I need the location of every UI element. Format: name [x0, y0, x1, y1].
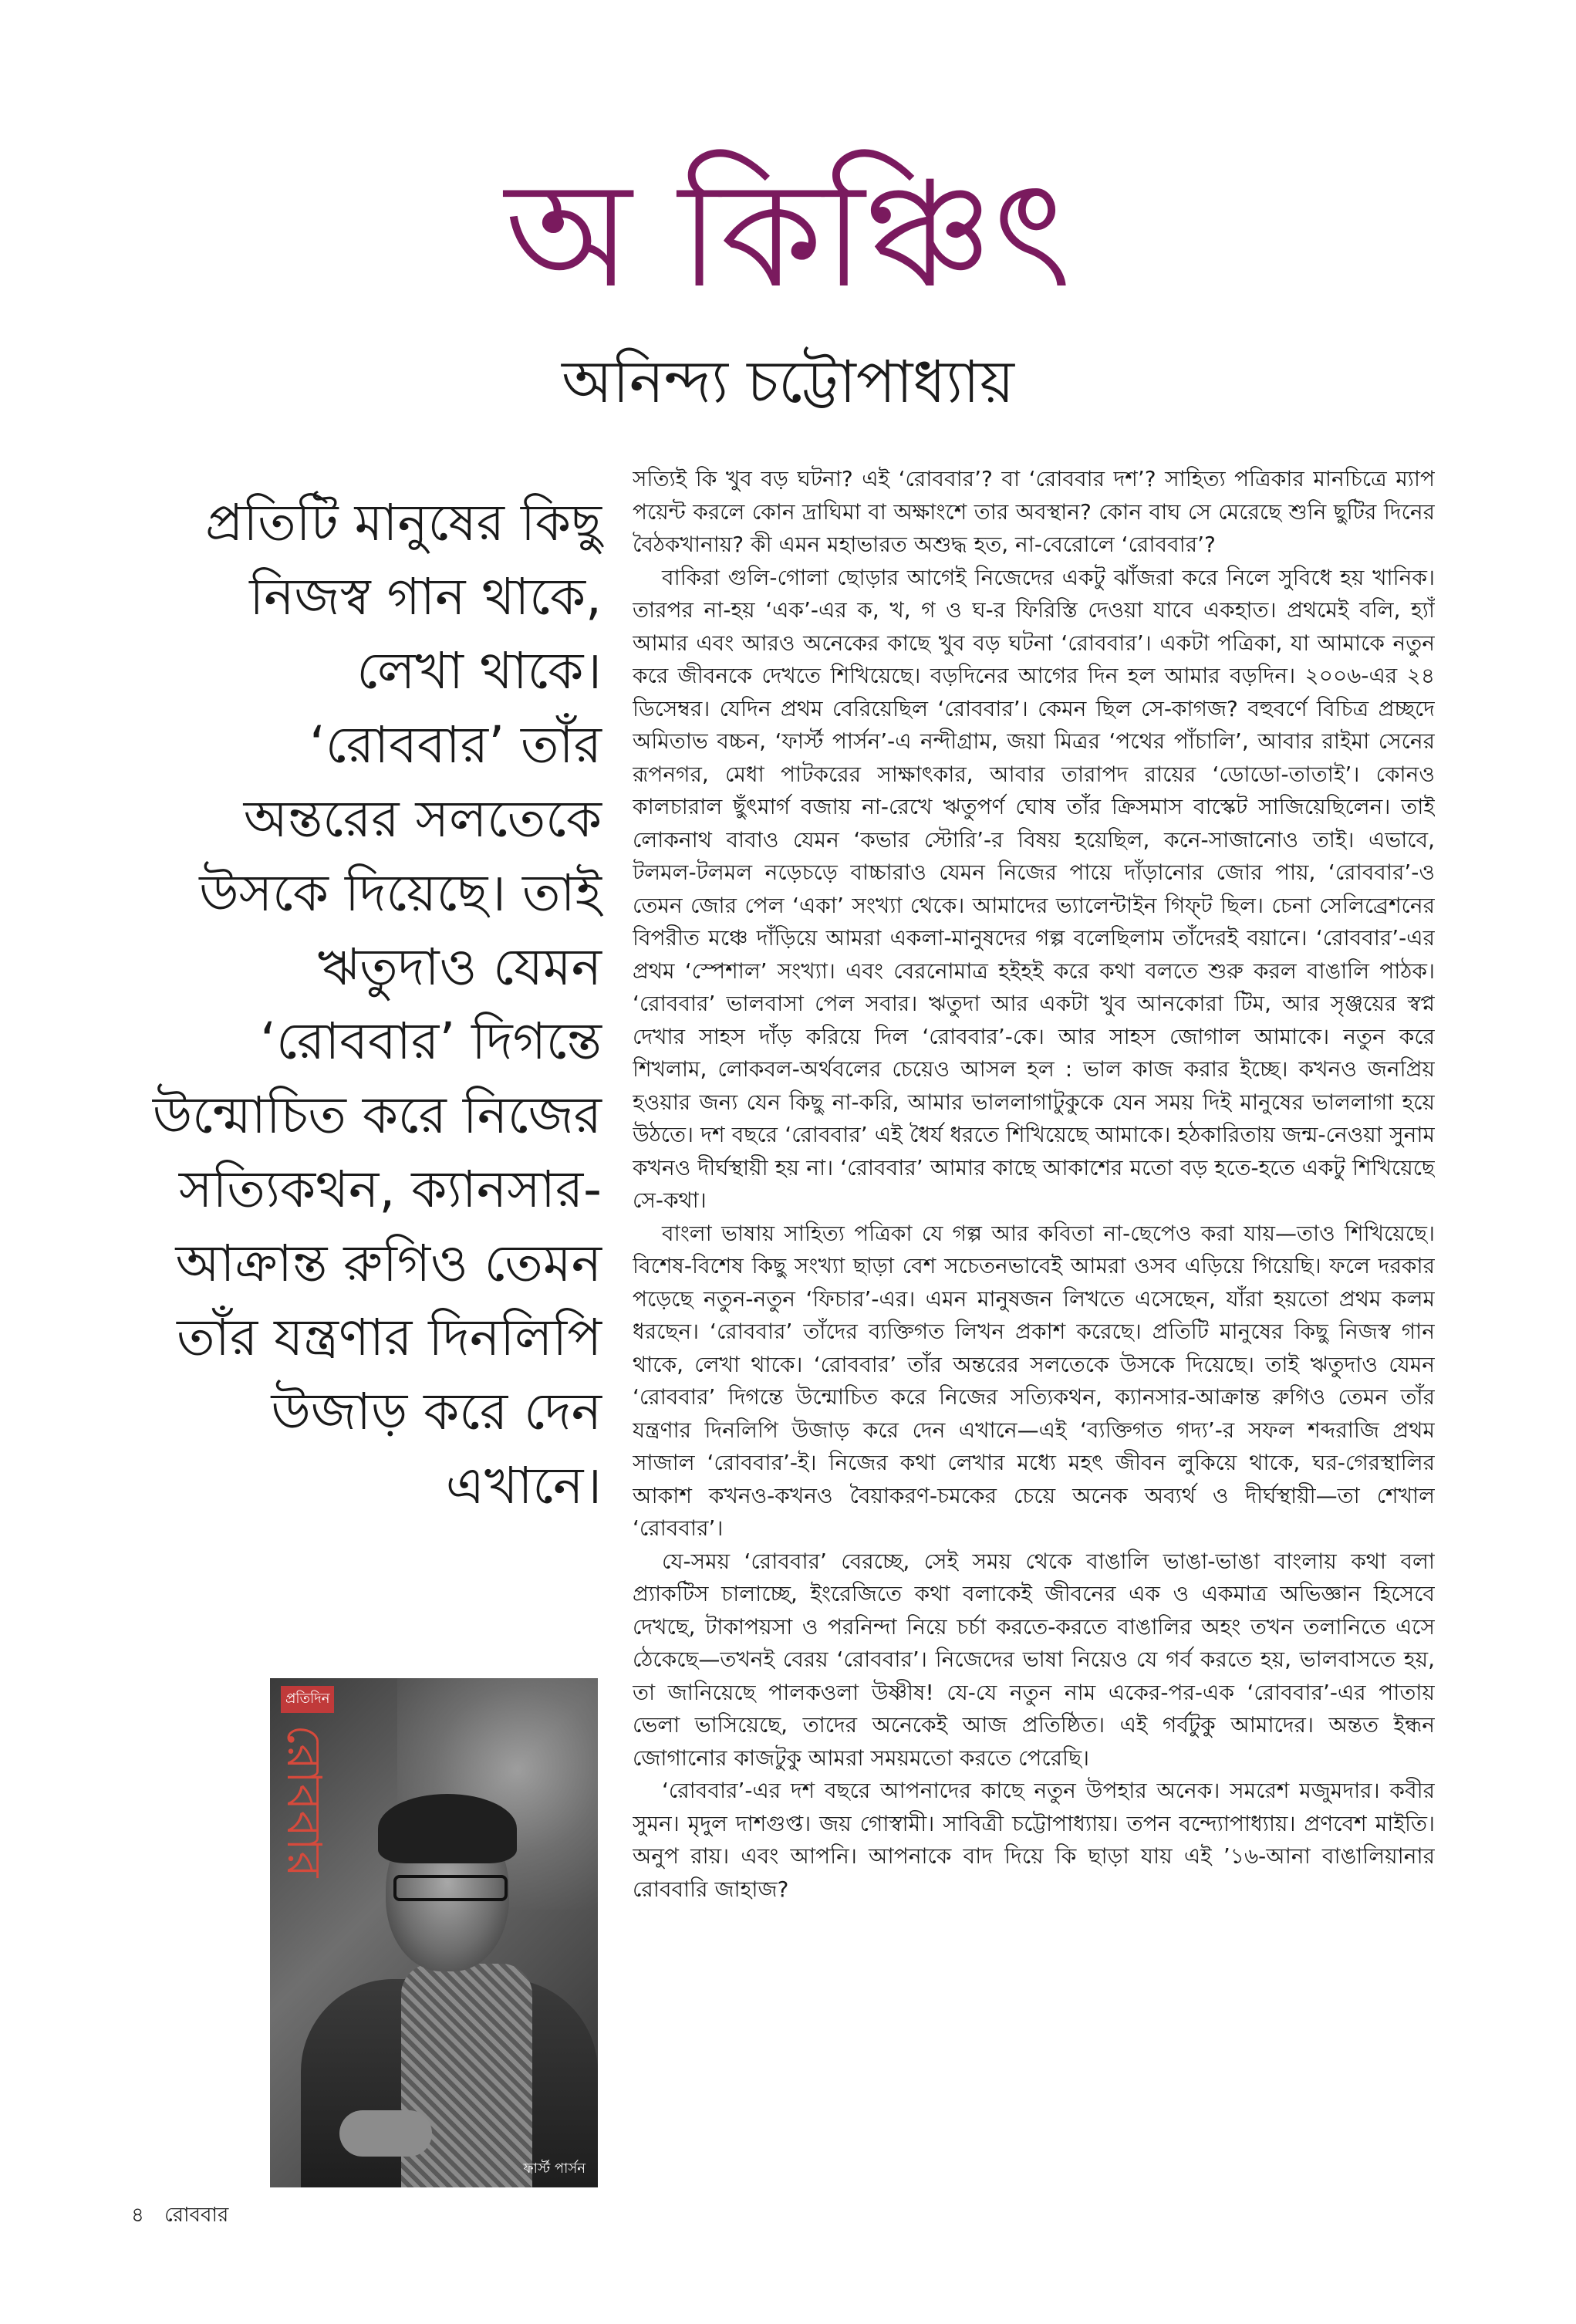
- body-paragraph: সত্যিই কি খুব বড় ঘটনা? এই ‘রোববার’? বা ‘রোববার দশ’? সাহিত্য পত্রিকার মানচিত্রে ম্যাপ পয়েন্ট করলে কোন দ্রাঘিমা বা অক্ষাংশে তার অবস্থান? কোন বাঘ সে মেরেছে শুনি ছুটির দিনের বৈঠকখানায়? কী এমন মহাভারত অশুদ্ধ হত, না-বেরোলে ‘রোববার’?: [633, 466, 1435, 557]
- cover-caption: ফার্স্ট পার্সন: [523, 2160, 586, 2177]
- body-paragraph: যে-সময় ‘রোববার’ বেরচ্ছে, সেই সময় থেকে বাঙালি ভাঙা-ভাঙা বাংলায় কথা বলা প্র্যাকটিস চালাচ্ছে, ইংরেজিতে কথা বলাকেই জীবনের এক ও একমাত্র অভিজ্ঞান হিসেবে দেখছে, টাকাপয়সা ও পরনিন্দা নিয়ে চর্চা করতে-করতে বাঙালির অহং তখন তলানিতে এসে ঠেকেছে—তখনই বেরয় ‘রোববার’। নিজেদের ভাষা নিয়েও যে গর্ব করতে হয়, ভালবাসতে হয়, তা জানিয়েছে পালকওলা উষ্ণীষ! যে-যে নতুন নাম একের-পর-এক ‘রোববার’-এর পাতায় ভেলা ভাসিয়েছে, তাদের অনেকেই আজ প্রতিষ্ঠিত। এই গর্বটুকু আমাদের। অন্তত ইন্ধন জোগানোর কাজটুকু আমরা সময়মতো করতে পেরেছি।: [633, 1548, 1435, 1771]
- publication-name: রোববার: [164, 2204, 229, 2227]
- cover-figure-hair: [378, 1794, 517, 1863]
- body-paragraph: ‘রোববার’-এর দশ বছরে আপনাদের কাছে নতুন উপহার অনেক। সমরেশ মজুমদার। কবীর সুমন। মৃদুল দাশগুপ্ত। জয় গোস্বামী। সাবিত্রী চট্টোপাধ্যায়। তপন বন্দ্যোপাধ্যায়। প্রণবেশ মাইতি। অনুপ রায়। এবং আপনি। আপনাকে বাদ দিয়ে কি ছাড়া যায় এই ’১৬-আনা বাঙালিয়ানার রোববারি জাহাজ?: [633, 1778, 1435, 1902]
- author-byline: অনিন্দ্য চট্টোপাধ্যায়: [562, 347, 1014, 416]
- cover-figure-glasses: [393, 1875, 508, 1901]
- article-title: অ কিঞ্চিৎ: [505, 150, 1071, 320]
- pull-quote: প্রতিটি মানুষের কিছু নিজস্ব গান থাকে, লেখা থাকে। ‘রোববার’ তাঁর অন্তরের সলতেকে উসকে দিয়েছে। তাই ঋতুদাও যেমন ‘রোববার’ দিগন্তে উন্মোচিত করে নিজের সত্যিকথন, ক্যানসার-আক্রান্ত রুগিও তেমন তাঁর যন্ত্রণার দিনলিপি উজাড় করে দেন এখানে।: [152, 493, 602, 1515]
- cover-figure-scarf: [401, 1964, 532, 2187]
- page-number: ৪: [131, 2204, 144, 2227]
- cover-figure-hand: [339, 2110, 432, 2157]
- page-folio: [131, 2199, 242, 2233]
- cover-logo: রোববার: [276, 1724, 332, 1878]
- article-body: [633, 463, 1435, 2191]
- cover-brand-label: প্রতিদিন: [281, 1686, 334, 1713]
- body-paragraph: বাংলা ভাষায় সাহিত্য পত্রিকা যে গল্প আর কবিতা না-ছেপেও করা যায়—তাও শিখিয়েছে। বিশেষ-বিশেষ কিছু সংখ্যা ছাড়া বেশ সচেতনভাবেই আমরা ওসব এড়িয়ে গিয়েছি। ফলে দরকার পড়েছে নতুন-নতুন ‘ফিচার’-এর। এমন মানুষজন লিখতে এসেছেন, যাঁরা হয়তো প্রথম কলম ধরছেন। ‘রোববার’ তাঁদের ব্যক্তিগত লিখন প্রকাশ করেছে। প্রতিটি মানুষের কিছু নিজস্ব গান থাকে, লেখা থাকে। ‘রোববার’ তাঁর অন্তরের সলতেকে উসকে দিয়েছে। তাই ঋতুদাও যেমন ‘রোববার’ দিগন্তে উন্মোচিত করে নিজের সত্যিকথন, ক্যানসার-আক্রান্ত রুগিও তেমন তাঁর যন্ত্রণার দিনলিপি উজাড় করে দেন এখানে—এই ‘ব্যক্তিগত গদ্য’-র সফল শব্দরাজি প্রথম সাজাল ‘রোববার’-ই। নিজের কথা লেখার মধ্যে মহৎ জীবন লুকিয়ে থাকে, ঘর-গেরস্থালির আকাশ কখনও-কখনও বৈয়াকরণ-চমকের চেয়ে অনেক অব্যর্থ ও দীর্ঘস্থায়ী—তা শেখাল ‘রোববার’।: [633, 1220, 1435, 1541]
- body-paragraph: বাকিরা গুলি-গোলা ছোড়ার আগেই নিজেদের একটু ঝাঁজরা করে নিলে সুবিধে হয় খানিক। তারপর না-হয় ‘এক’-এর ক, খ, গ ও ঘ-র ফিরিস্তি দেওয়া যাবে একহাত। প্রথমেই বলি, হ্যাঁ আমার এবং আরও অনেকের কাছে খুব বড় ঘটনা ‘রোববার’। একটা পত্রিকা, যা আমাকে নতুন করে জীবনকে দেখতে শিখিয়েছে। বড়দিনের আগের দিন হল আমার বড়দিন। ২০০৬-এর ২৪ ডিসেম্বর। যেদিন প্রথম বেরিয়েছিল ‘রোববার’। কেমন ছিল সে-কাগজ? বহুবর্ণে বিচিত্র প্রচ্ছদে অমিতাভ বচ্চন, ‘ফার্স্ট পার্সন’-এ নন্দীগ্রাম, জয়া মিত্রর ‘পথের পাঁচালি’, আবার রাইমা সেনের রূপনগর, মেধা পাটকরের সাক্ষাৎকার, আবার তারাপদ রায়ের ‘ডোডো-তাতাই’। কোনও কালচারাল ছুঁৎমার্গ বজায় না-রেখে ঋতুপর্ণ ঘোষ তাঁর ক্রিসমাস বাস্কেট সাজিয়েছিলেন। তাই লোকনাথ বাবাও যেমন ‘কভার স্টোরি’-র বিষয় হয়েছিল, কনে-সাজানোও তাই। এভাবে, টলমল-টলমল নড়েচড়ে বাচ্চারাও যেমন নিজের পায়ে দাঁড়ানোর জোর পায়, ‘রোববার’-ও তেমন জোর পেল ‘একা’ সংখ্যা থেকে। আমাদের ভ্যালেন্টাইন গিফ্‌ট ছিল। চেনা সেলিব্রেশনের বিপরীত মঞ্চে দাঁড়িয়ে আমরা একলা-মানুষদের গল্প বলেছিলাম তাঁদেরই বয়ানে। ‘রোববার’-এর প্রথম ‘স্পেশাল’ সংখ্যা। এবং বেরনোমাত্র হইহই করে কথা বলতে শুরু করল বাঙালি পাঠক। ‘রোববার’ ভালবাসা পেল সবার। ঋতুদা আর একটা খুব আনকোরা টিম, আর সৃঞ্জয়ের স্বপ্ন দেখার সাহস দাঁড় করিয়ে দিল ‘রোববার’-কে। আর সাহস জোগাল আমাকে। নতুন করে শিখলাম, লোকবল-অর্থবলের চেয়েও আসল হল : ভাল কাজ করার ইচ্ছে। কখনও জনপ্রিয় হওয়ার জন্য যেন কিছু না-করি, আমার ভাললাগাটুকুকে যেন সময় দিই মানুষের ভাললাগা হয়ে উঠতে। দশ বছরে ‘রোববার’ এই ধৈর্য ধরতে শিখিয়েছে আমাকে। হঠকারিতায় জন্ম-নেওয়া সুনাম কখনও দীর্ঘস্থায়ী হয় না। ‘রোববার’ আমার কাছে আকাশের মতো বড় হতে-হতে একটু শিখিয়েছে সে-কথা।: [633, 564, 1435, 1213]
- magazine-cover-image: [270, 1678, 598, 2187]
